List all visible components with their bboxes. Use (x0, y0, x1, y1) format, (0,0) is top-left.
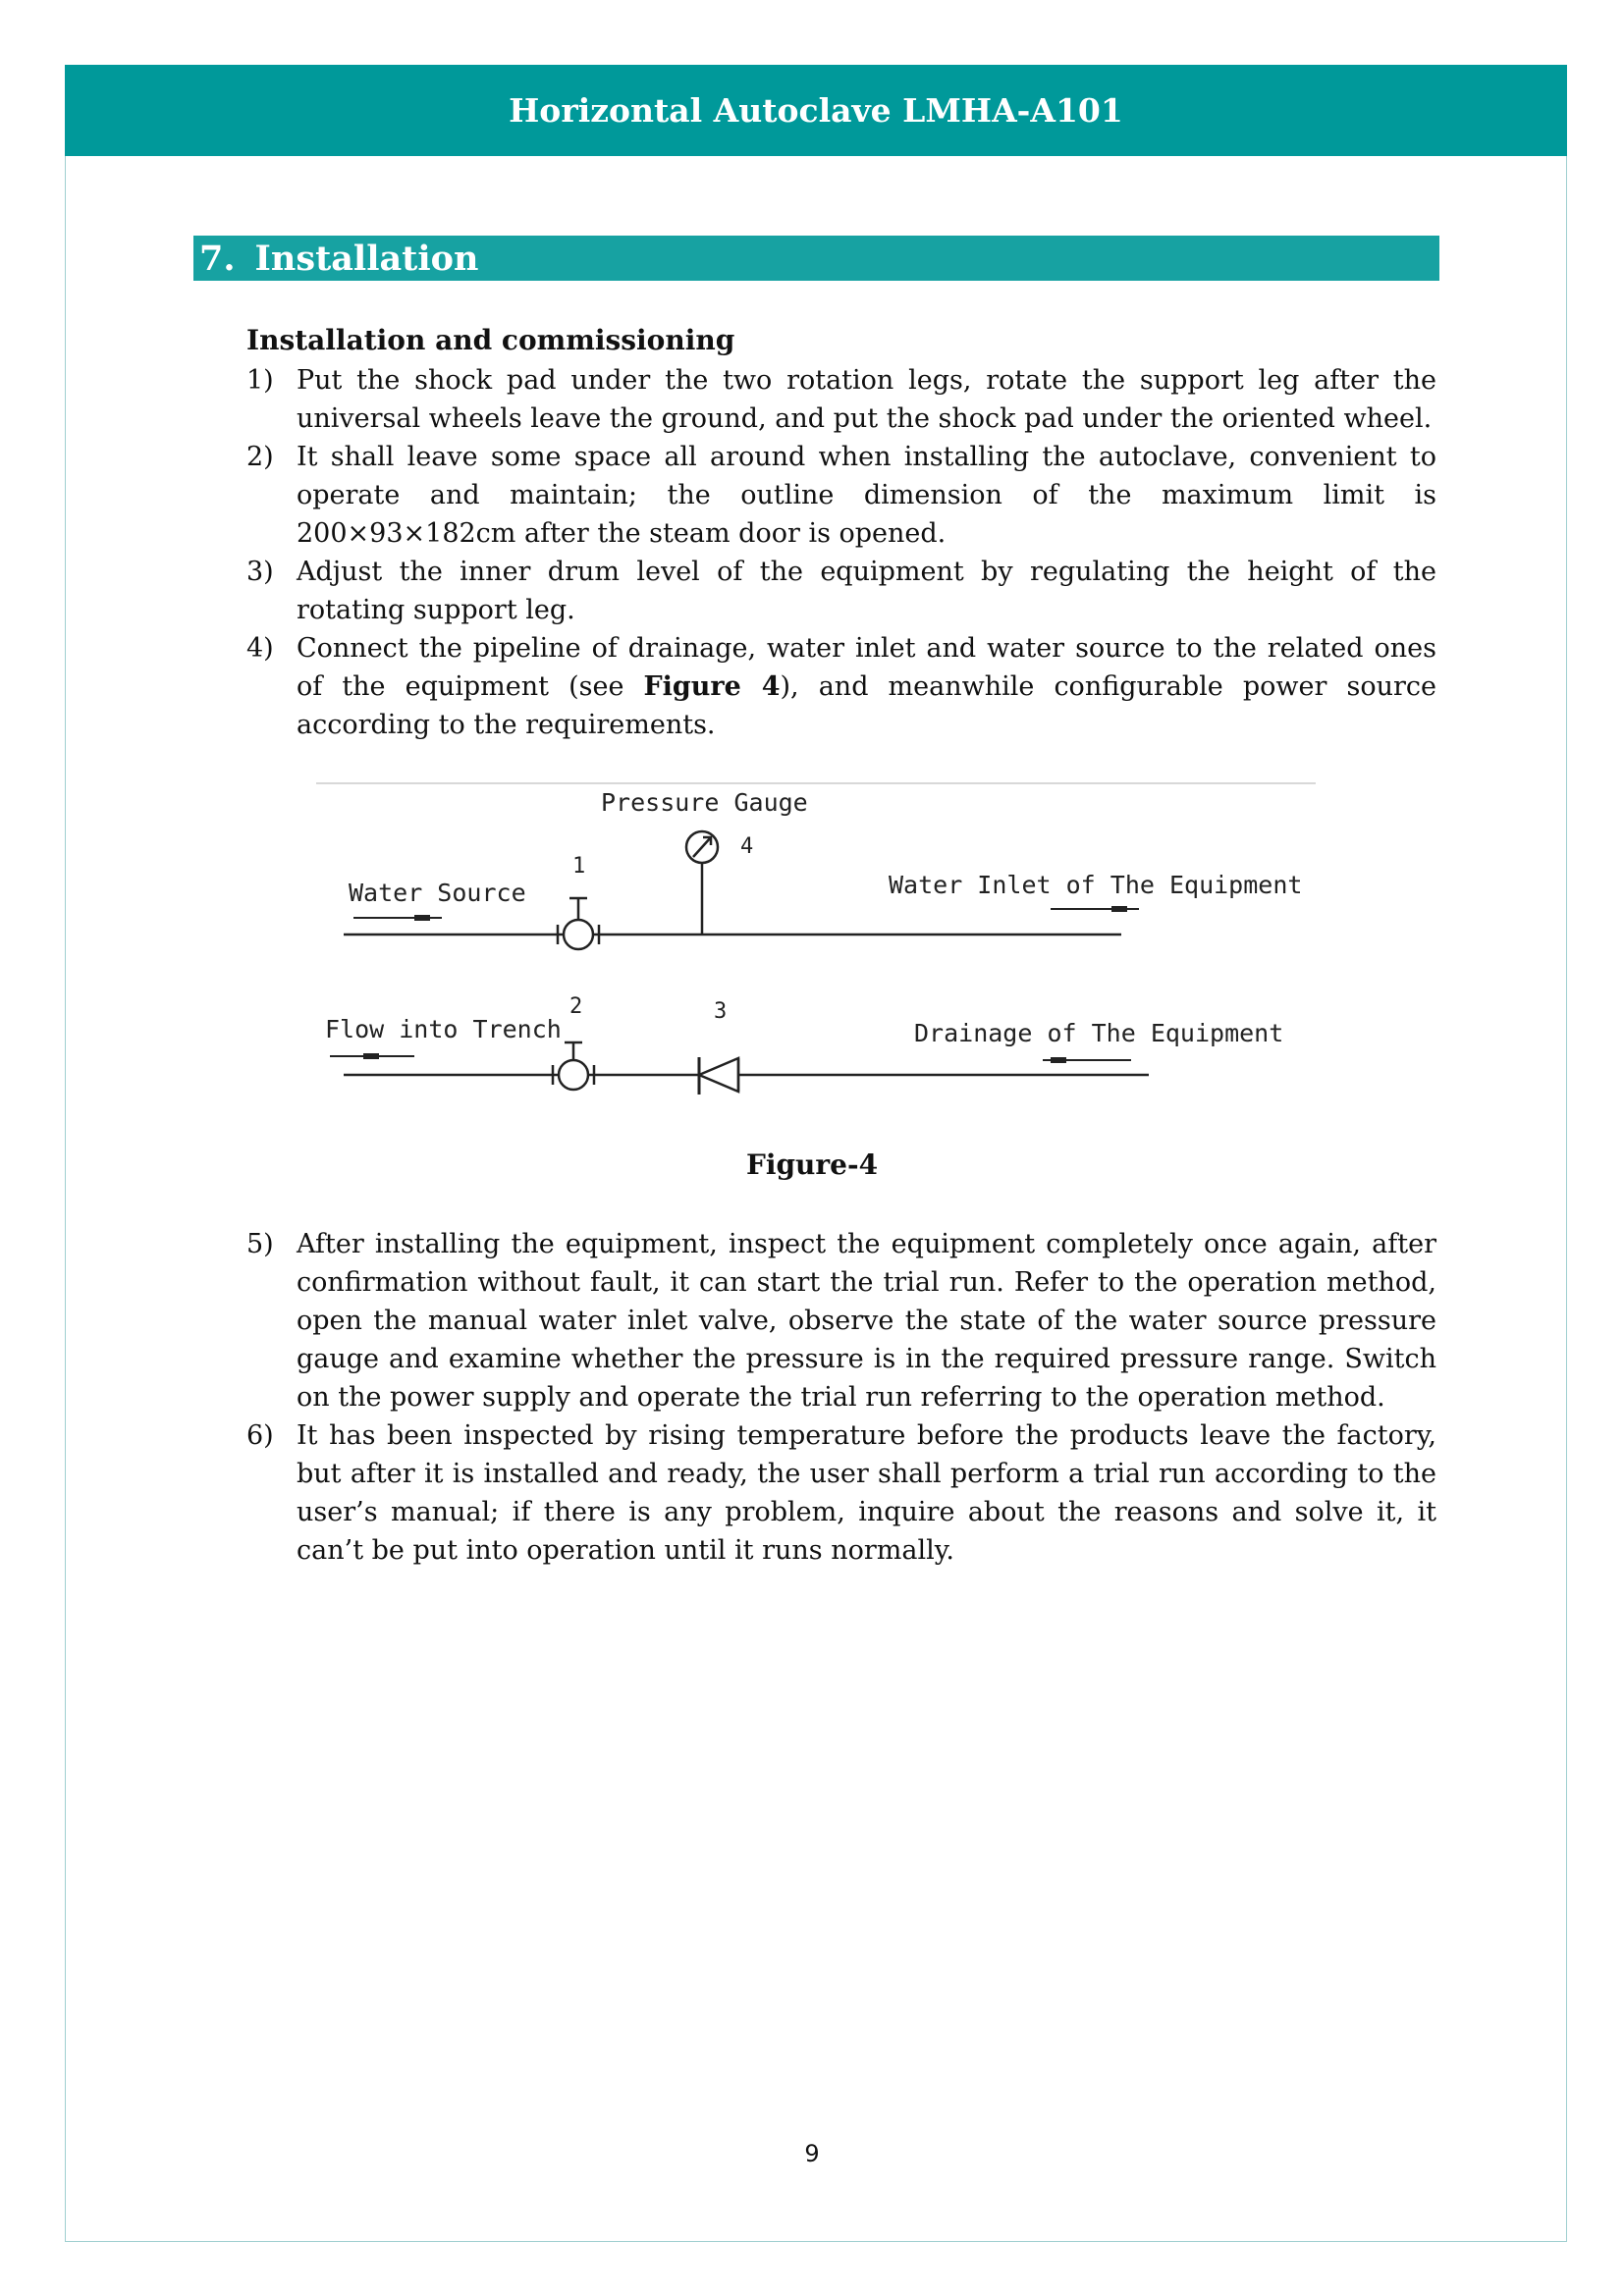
valve2-number: 2 (569, 994, 583, 1019)
check-valve-number: 3 (714, 999, 728, 1024)
list-item (246, 1416, 1436, 1570)
manual-valve-2-icon (553, 1042, 594, 1090)
figure-reference: Figure 4 (643, 671, 781, 702)
list-item-number: 6) (246, 1420, 274, 1451)
list-item-number: 1) (246, 365, 274, 396)
list-item-number: 3) (246, 557, 274, 587)
section-heading (193, 236, 1439, 281)
list-item-number: 2) (246, 442, 274, 472)
section-number: 7. (199, 238, 236, 279)
list-item-text: After installing the equipment, inspect the equipment completely once again, after confirmation without fault, it can start the trial run. Refer to the operation method, open the manual water inlet valve, observe the state of the water source pressure gauge and examine whether the pressure is in the required pressure range. Switch on the power supply and operate the trial run referring to the operation method. (297, 1229, 1436, 1413)
list-item-text: It shall leave some space all around when installing the autoclave, convenient to operate and maintain; the outline dimension of the maximum limit is 200×93×182cm after the steam door is opened. (297, 442, 1436, 549)
text-run: ), and meanwhile configurable power source according to the requirements. (297, 671, 1436, 740)
list-item (246, 438, 1436, 553)
water-inlet-arrow (1051, 906, 1139, 912)
list-item-text (297, 633, 1436, 740)
drainage-label: Drainage of The Equipment (914, 1019, 1284, 1047)
water-inlet-label: Water Inlet of The Equipment (889, 871, 1303, 899)
list-item-text: Adjust the inner drum level of the equipment by regulating the height of the rotating support leg. (297, 557, 1436, 625)
water-source-label: Water Source (349, 879, 526, 907)
trench-flow-arrow (330, 1053, 414, 1059)
document-title: Horizontal Autoclave LMHA-A101 (509, 91, 1123, 130)
manual-valve-1-icon (558, 898, 599, 949)
page-number: 9 (804, 2140, 820, 2167)
subheading: Installation and commissioning (246, 324, 735, 356)
water-source-arrow (353, 915, 442, 921)
list-item-text: It has been inspected by rising temperature before the products leave the factory, but after it is installed and ready, the user shall perform a trial run according to the user’s manual; if there is any problem, inquire about the reasons and solve it, it can’t be put into operation until it runs normally. (297, 1420, 1436, 1566)
list-item (246, 361, 1436, 438)
steps-list-before-figure (246, 361, 1436, 744)
pressure-gauge-icon (686, 831, 718, 934)
flow-into-trench-label: Flow into Trench (325, 1015, 562, 1043)
gauge-number: 4 (740, 834, 754, 859)
valve1-number: 1 (572, 854, 586, 879)
drainage-arrow (1043, 1057, 1131, 1063)
list-item (246, 629, 1436, 744)
text-run: Connect the pipeline of drainage, water inlet and water source to the related ones of the equipment (see (297, 633, 1436, 702)
list-item-number: 5) (246, 1229, 274, 1259)
list-item (246, 553, 1436, 629)
piping-diagram (316, 782, 1316, 1106)
list-item-text: Put the shock pad under the two rotation legs, rotate the support leg after the universal wheels leave the ground, and put the shock pad under the oriented wheel. (297, 365, 1436, 434)
pressure-gauge-label: Pressure Gauge (601, 788, 808, 817)
figure-caption: Figure-4 (745, 1148, 879, 1181)
steps-list-after-figure (246, 1225, 1436, 1570)
list-item-number: 4) (246, 633, 274, 664)
section-title: Installation (254, 238, 479, 279)
list-item (246, 1225, 1436, 1416)
check-valve-icon (699, 1057, 738, 1095)
document-header (65, 65, 1567, 156)
